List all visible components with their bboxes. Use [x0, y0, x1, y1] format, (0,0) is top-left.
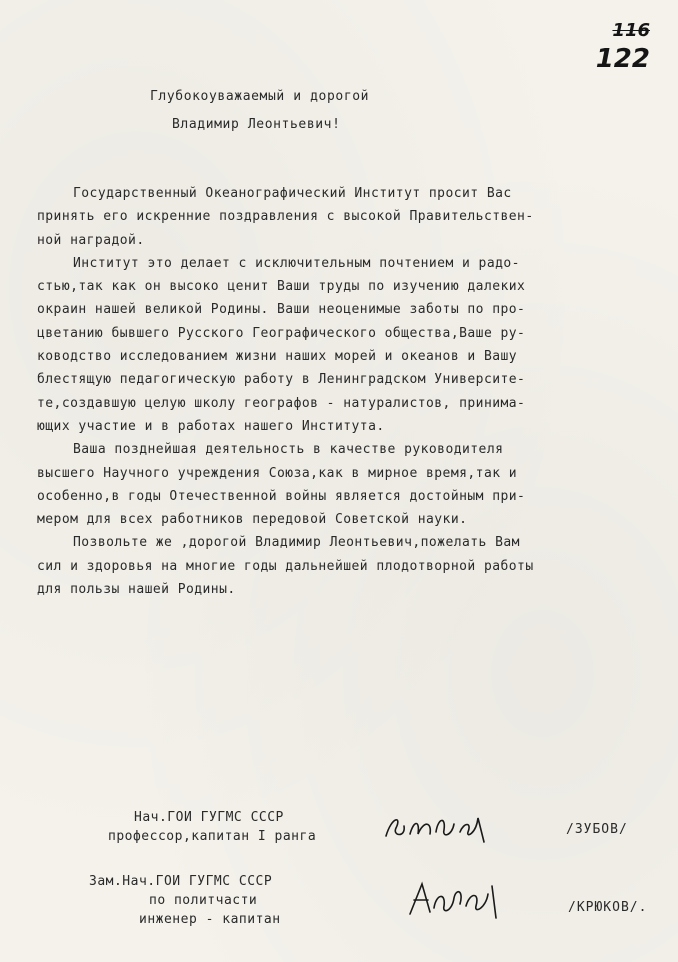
- salutation-line-1: Глубокоуважаемый и дорогой: [150, 89, 370, 104]
- signatory-1-title-line-2: профессор,капитан I ранга: [108, 829, 317, 844]
- body-line: ной наградой.: [37, 232, 145, 248]
- body-line: блестящую педагогическую работу в Ленинградском Университе-: [37, 372, 526, 388]
- body-line: мером для всех работников передовой Советской науки.: [37, 512, 468, 528]
- salutation: [150, 83, 369, 139]
- body-line: те,создавшую целую школу географов - натуралистов, принима-: [37, 395, 526, 411]
- signature-kryukov-image: [400, 878, 510, 922]
- body-line: ющих участие и в работах нашего Института.: [37, 418, 385, 434]
- body-line: Позвольте же ,дорогой Владимир Леонтьевич,пожелать Вам: [73, 535, 520, 551]
- signatory-2-name: /КРЮКОВ/.: [568, 900, 648, 915]
- body-line: сил и здоровья на многие годы дальнейшей плодотворной работы: [37, 558, 534, 574]
- body-line: ководство исследованием жизни наших морей и океанов и Вашу: [37, 349, 518, 365]
- body-line: особенно,в годы Отечественной войны является достойным при-: [37, 488, 526, 504]
- salutation-line-2: Владимир Леонтьевич!: [172, 117, 341, 132]
- signatory-1-title: [108, 808, 316, 846]
- signatory-2-title-line-1: Зам.Нач.ГОИ ГУГМС СССР: [89, 874, 273, 889]
- body-line: стью,так как он высоко ценит Ваши труды по изучению далеких: [37, 279, 526, 295]
- signature-zubov-image: [380, 808, 500, 848]
- signatory-1-name: /ЗУБОВ/: [566, 822, 628, 837]
- signatory-1-title-line-1: Нач.ГОИ ГУГМС СССР: [134, 810, 284, 825]
- page-number: [596, 22, 650, 72]
- signatory-2-title-line-2: по политчасти: [149, 893, 258, 908]
- body-line: Институт это делает с исключительным почтением и радо-: [73, 255, 520, 271]
- signatory-2-title-line-3: инженер - капитан: [139, 912, 281, 927]
- body-line: высшего Научного учреждения Союза,как в мирное время,так и: [37, 465, 518, 481]
- body-line: Государственный Океанографический Институт просит Вас: [73, 186, 512, 201]
- page-number-crossed-out: 116: [612, 20, 650, 41]
- body-line: окраин нашей великой Родины. Ваши неоценимые заботы по про-: [37, 302, 526, 318]
- letter-body: [37, 182, 637, 601]
- body-line: для пользы нашей Родины.: [37, 582, 236, 598]
- body-line: принять его искренние поздравления с высокой Правительствен-: [37, 209, 534, 225]
- signatory-2-title: [89, 872, 281, 929]
- body-line: Ваша позднейшая деятельность в качестве руководителя: [73, 442, 504, 458]
- page-number-current: 122: [595, 44, 650, 74]
- body-line: цветанию бывшего Русского Географического общества,Ваше ру-: [37, 325, 526, 341]
